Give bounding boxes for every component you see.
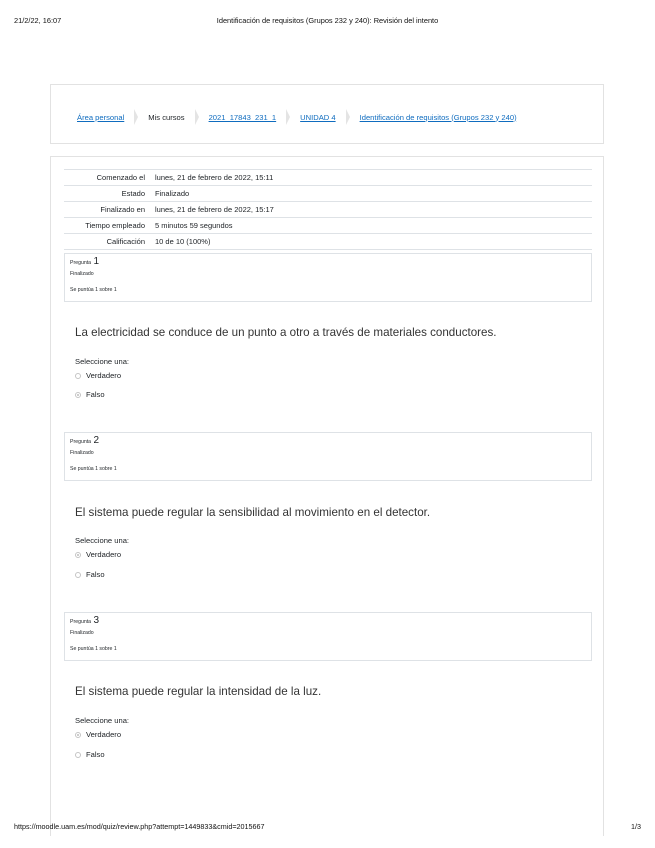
breadcrumb-separator [134,109,138,125]
option-label: Falso [86,570,105,579]
breadcrumb-area-personal[interactable]: Área personal [77,112,125,122]
question-1-text: La electricidad se conduce de un punto a otro a través de materiales conductores. [75,326,497,339]
summary-label: Calificación [64,234,151,250]
question-state: Finalizado [70,271,94,277]
question-3-text: El sistema puede regular la intensidad de la luz. [75,685,322,698]
table-row [64,186,592,202]
attempt-summary-table [64,169,592,250]
question-grade: Se puntúa 1 sobre 1 [70,287,117,293]
summary-value: 5 minutos 59 segundos [151,218,592,234]
option-label: Falso [86,390,105,399]
question-1-prompt: Seleccione una: [75,357,130,366]
table-row [64,170,592,186]
question-number-value: 3 [93,615,100,626]
question-prefix: Pregunta [70,439,92,445]
question-number [70,256,99,267]
print-header [14,16,641,26]
question-3-option-falso[interactable] [75,750,105,759]
breadcrumb-mis-cursos: Mis cursos [148,112,185,122]
question-number [70,435,99,446]
question-3-info [64,612,592,661]
breadcrumb-quiz[interactable]: Identificación de requisitos (Grupos 232 y 240) [359,112,517,122]
question-prefix: Pregunta [70,260,92,266]
question-number [70,615,99,626]
question-state: Finalizado [70,450,94,456]
radio-button[interactable] [75,752,81,758]
option-label: Verdadero [86,550,122,559]
print-url: https://moodle.uam.es/mod/quiz/review.php?attempt=1449833&cmid=2015667 [14,822,265,831]
question-number-value: 2 [93,435,100,446]
radio-button-selected[interactable] [75,552,81,558]
summary-value: Finalizado [151,186,592,202]
question-prefix: Pregunta [70,619,92,625]
breadcrumb-separator [286,109,290,125]
option-label: Falso [86,750,105,759]
radio-button-selected[interactable] [75,732,81,738]
table-row [64,202,592,218]
print-page-number: 1/3 [631,822,641,831]
breadcrumb-separator [195,109,199,125]
question-2-option-verdadero[interactable] [75,550,121,559]
breadcrumb-unidad[interactable]: UNIDAD 4 [300,112,336,122]
radio-button-selected[interactable] [75,392,81,398]
summary-value: lunes, 21 de febrero de 2022, 15:17 [151,202,592,218]
print-date: 21/2/22, 16:07 [14,16,62,25]
summary-label: Tiempo empleado [64,218,151,234]
radio-button[interactable] [75,572,81,578]
summary-label: Estado [64,186,151,202]
print-page-title: Identificación de requisitos (Grupos 232 y 240): Revisión del intento [216,16,439,25]
question-2-text: El sistema puede regular la sensibilidad al movimiento en el detector. [75,506,431,519]
table-row [64,218,592,234]
question-2-prompt: Seleccione una: [75,536,130,545]
question-2-option-falso[interactable] [75,570,105,579]
summary-label: Finalizado en [64,202,151,218]
summary-label: Comenzado el [64,170,151,186]
breadcrumb-separator [346,109,350,125]
question-number-value: 1 [93,256,100,267]
breadcrumb [77,109,517,125]
question-grade: Se puntúa 1 sobre 1 [70,466,117,472]
quiz-review-region [50,156,604,836]
summary-value: 10 de 10 (100%) [151,234,592,250]
question-1-option-verdadero[interactable] [75,371,121,380]
question-1-option-falso[interactable] [75,390,105,399]
question-2-info [64,432,592,481]
print-footer [14,822,641,832]
option-label: Verdadero [86,730,122,739]
question-3-option-verdadero[interactable] [75,730,121,739]
breadcrumb-course[interactable]: 2021_17843_231_1 [208,112,277,122]
radio-button[interactable] [75,373,81,379]
question-3-prompt: Seleccione una: [75,716,130,725]
summary-value: lunes, 21 de febrero de 2022, 15:11 [151,170,592,186]
question-1-info [64,253,592,302]
table-row [64,234,592,250]
breadcrumb-container [50,84,604,144]
question-grade: Se puntúa 1 sobre 1 [70,646,117,652]
question-state: Finalizado [70,630,94,636]
option-label: Verdadero [86,371,122,380]
